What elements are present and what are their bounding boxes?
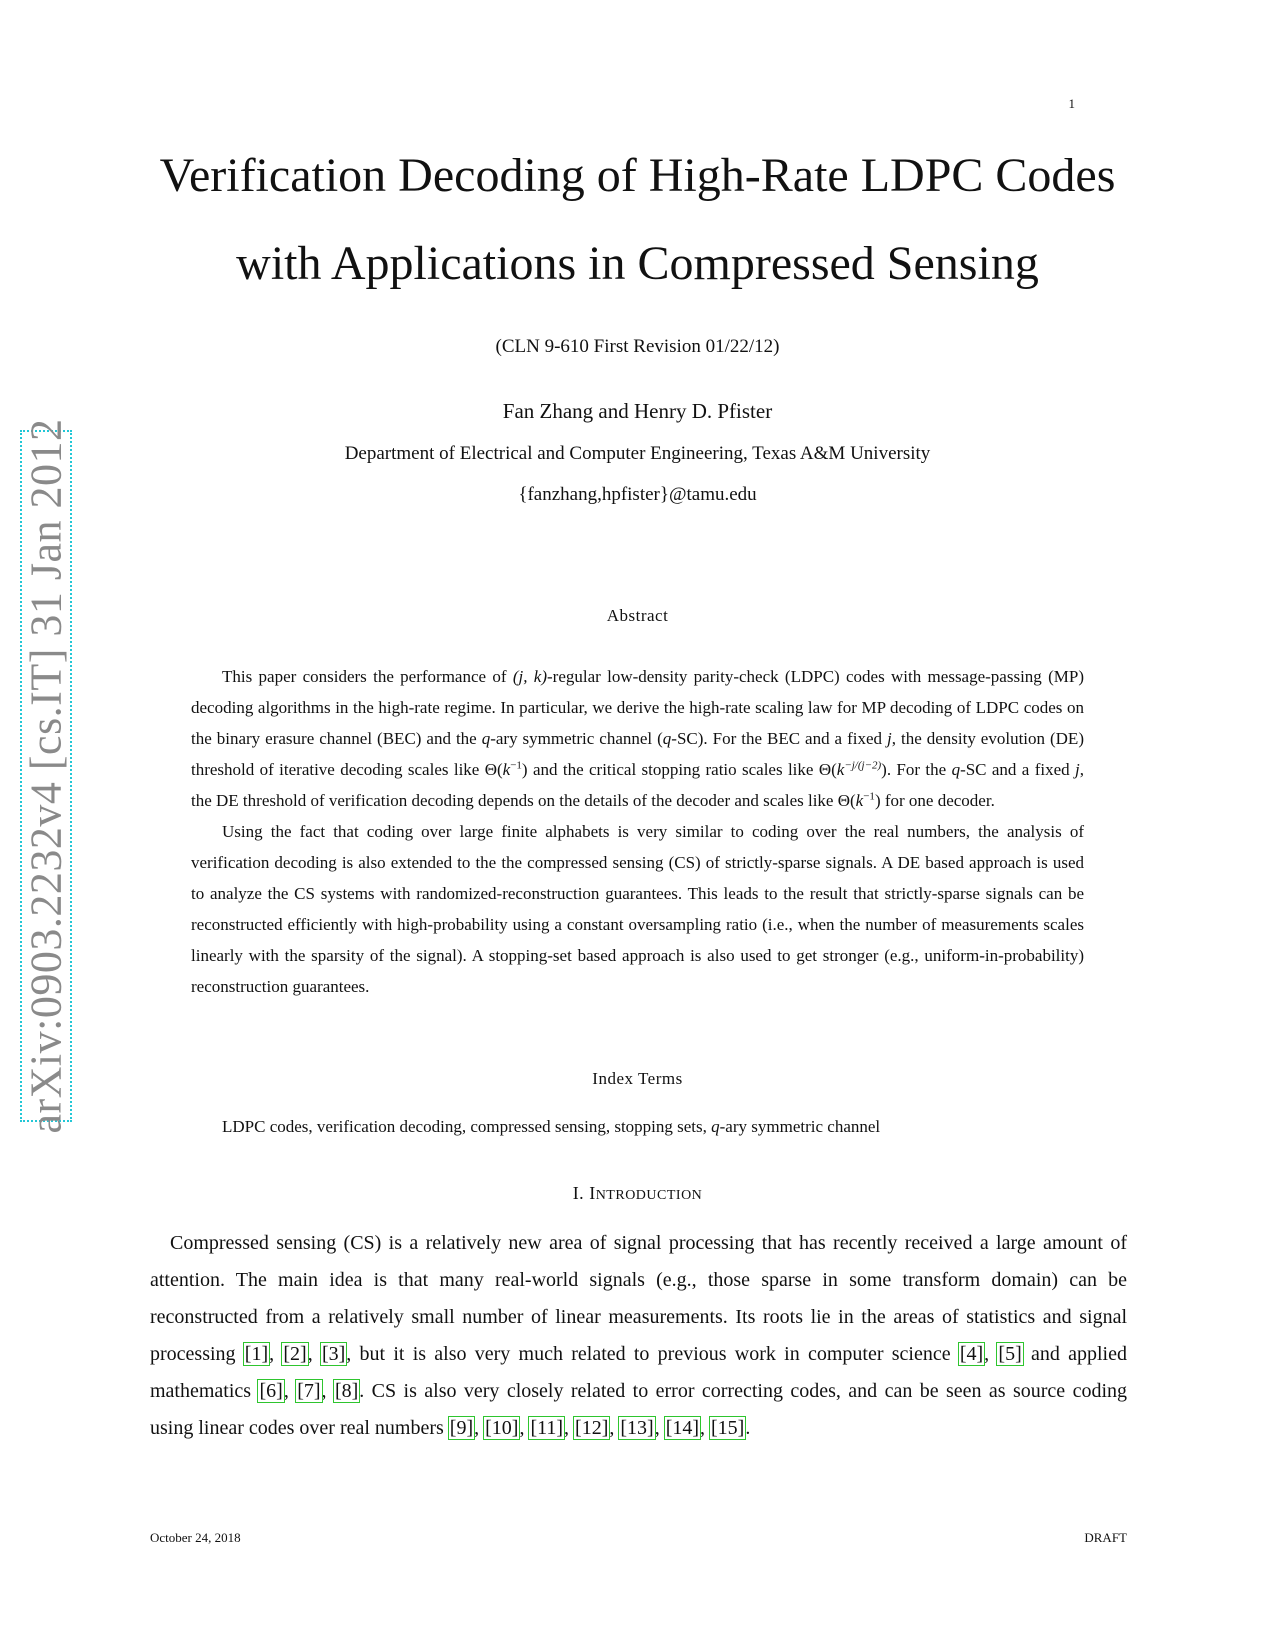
text-run: -SC). For the BEC and a fixed <box>671 729 887 748</box>
text-run: , <box>307 1343 321 1365</box>
math-jk: (j, k) <box>512 667 547 686</box>
math-j: j <box>1075 760 1080 779</box>
text-run: , <box>609 1417 620 1439</box>
text-run: ) for one decoder. <box>874 791 995 810</box>
citation-6[interactable]: [6] <box>259 1380 283 1402</box>
text-run: , <box>984 1343 998 1365</box>
text-run: This paper considers the performance of <box>222 667 513 686</box>
title-line-2: with Applications in Compressed Sensing <box>236 237 1039 290</box>
text-run: , <box>654 1417 665 1439</box>
math-exponent: −j/(j−2) <box>844 759 882 772</box>
text-run: ). For the <box>881 760 952 779</box>
paper-title <box>140 132 1135 308</box>
arxiv-stamp[interactable] <box>20 418 72 1134</box>
math-q: q <box>951 760 961 779</box>
citation-8[interactable]: [8] <box>334 1380 359 1402</box>
introduction-heading <box>0 1183 1275 1204</box>
text-run: and applied mathematics <box>150 1343 1127 1402</box>
text-run: , but it is also very much related to previous work in computer science <box>346 1343 959 1365</box>
email: {fanzhang,hpfister}@tamu.edu <box>518 484 757 505</box>
index-terms <box>222 1117 880 1137</box>
affiliation: Department of Electrical and Computer Engineering, Texas A&M University <box>344 443 931 464</box>
text-run: , the density evolution (DE) threshold of iterative decoding scales like Θ( <box>191 729 1084 779</box>
citation-9[interactable]: [9] <box>449 1417 474 1439</box>
citation-4[interactable]: [4] <box>959 1343 984 1365</box>
footer-draft-label: DRAFT <box>1084 1530 1127 1545</box>
text-run: , <box>321 1380 334 1402</box>
text-run: . CS is also very closely related to error correcting codes, and can be seen as source coding using linear codes over real numbers <box>150 1380 1128 1439</box>
text-run: -regular low-density parity-check (LDPC) codes with message-passing (MP) decoding algorithms in the high-rate regime. In particular, we derive the high-rate scaling law for MP decoding of LDPC codes on the binary erasure channel (BEC) and the <box>191 667 1085 748</box>
page-number: 1 <box>1068 96 1075 111</box>
citation-11[interactable]: [11] <box>530 1417 564 1439</box>
math-exponent: −1 <box>863 790 875 803</box>
abstract-paragraph-1 <box>191 661 1084 816</box>
text-run: , the DE threshold of verification decoding depends on the details of the decoder and scales like Θ( <box>191 760 1084 810</box>
index-terms-heading: Index Terms <box>592 1069 683 1088</box>
abstract-body <box>191 661 1084 1002</box>
text-run: ) and the critical stopping ratio scales like Θ( <box>521 760 837 779</box>
math-exponent: −1 <box>510 759 522 772</box>
text-run: LDPC codes, verification decoding, compressed sensing, stopping sets, <box>222 1117 712 1136</box>
title-line-1: Verification Decoding of High-Rate LDPC Codes <box>159 149 1116 202</box>
citation-15[interactable]: [15] <box>711 1417 745 1439</box>
citation-1[interactable]: [1] <box>244 1343 269 1365</box>
introduction-paragraph <box>150 1225 1127 1447</box>
math-j: j <box>887 729 892 748</box>
citation-3[interactable]: [3] <box>321 1343 346 1365</box>
authors: Fan Zhang and Henry D. Pfister <box>502 399 773 423</box>
text-run: , <box>474 1417 485 1439</box>
math-k: k <box>836 760 845 779</box>
text-run: , <box>564 1417 575 1439</box>
math-q: q <box>711 1117 720 1136</box>
text-run: Compressed sensing (CS) is a relatively new area of signal processing that has recently received a large amount of attention. The main idea is that many real-world signals (e.g., those sparse in some transform domain) can be reconstructed from a relatively small number of linear measurements. Its roots lie in the areas of statistics and signal processing <box>150 1232 1127 1365</box>
text-run: , <box>700 1417 711 1439</box>
arxiv-stamp-text: arXiv:0903.2232v4 [cs.IT] 31 Jan 2012 <box>21 418 71 1134</box>
citation-14[interactable]: [14] <box>665 1417 700 1439</box>
section-numeral: I. <box>572 1183 590 1203</box>
footer-date: October 24, 2018 <box>150 1530 241 1545</box>
text-run: -SC and a fixed <box>960 760 1076 779</box>
text-run: -ary symmetric channel <box>719 1117 881 1136</box>
citation-13[interactable]: [13] <box>620 1417 654 1439</box>
citation-10[interactable]: [10] <box>485 1417 519 1439</box>
text-run: , <box>283 1380 297 1402</box>
text-run: , <box>269 1343 283 1365</box>
citation-7[interactable]: [7] <box>297 1380 321 1402</box>
math-q: q <box>481 729 491 748</box>
text-run: . <box>745 1417 751 1439</box>
text-run: , <box>519 1417 530 1439</box>
introduction-body <box>150 1225 1127 1447</box>
abstract-paragraph-2: Using the fact that coding over large finite alphabets is very similar to coding over the real numbers, the analysis of verification decoding is also extended to the the compressed sensing (CS) of strictly-sparse signals. A DE based approach is used to analyze the CS systems with randomized-reconstruction guarantees. This leads to the result that strictly-sparse signals can be reconstructed efficiently with high-probability using a constant oversampling ratio (i.e., when the number of measurements scales linearly with the sparsity of the signal). A stopping-set based approach is also used to get stronger (e.g., uniform-in-probability) reconstruction guarantees. <box>191 822 1084 996</box>
text-run: -ary symmetric channel ( <box>490 729 663 748</box>
citation-12[interactable]: [12] <box>575 1417 609 1439</box>
citation-2[interactable]: [2] <box>283 1343 307 1365</box>
heading-rest: NTRODUCTION <box>595 1188 703 1203</box>
abstract-heading: Abstract <box>606 606 669 625</box>
math-k: k <box>502 760 511 779</box>
revision-note: (CLN 9-610 First Revision 01/22/12) <box>495 336 780 357</box>
citation-5[interactable]: [5] <box>998 1343 1022 1365</box>
heading-initial: I <box>589 1183 596 1203</box>
math-k: k <box>855 791 864 810</box>
math-q: q <box>662 729 672 748</box>
